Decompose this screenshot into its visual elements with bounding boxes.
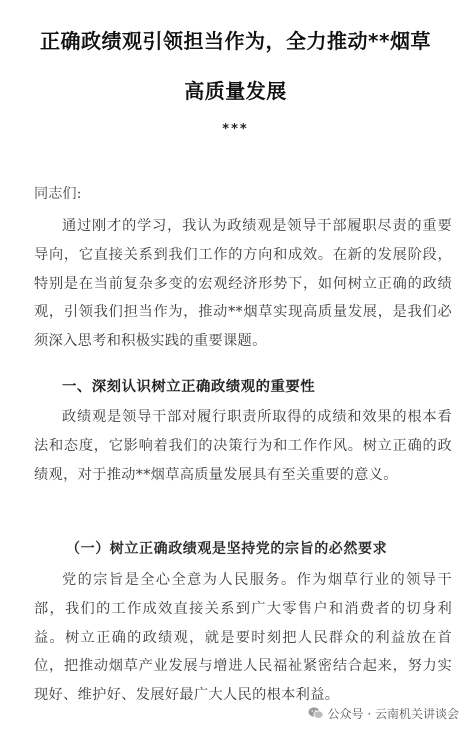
author-name: *** — [222, 122, 249, 137]
subsection-heading-1: （一）树立正确政绩观是坚持党的宗旨的必然要求 — [66, 541, 388, 557]
watermark-text: 公众号 · 云南机关讲谈会 — [327, 706, 459, 721]
paragraph-section-1: 政绩观是领导干部对履行职责所取得的成绩和效果的根本看法和态度，它影响着我们的决策行为和工作作风。树立正确的政绩观，对于推动**烟草高质量发展具有至关重要的意义。 — [34, 409, 452, 483]
greeting: 同志们: — [34, 186, 82, 202]
paragraph-intro: 通过刚才的学习，我认为政绩观是领导干部履职尽责的重要导向，它直接关系到我们工作的方向和成效。在新的发展阶段，特别是在当前复杂多变的宏观经济形势下，如何树立正确的政绩观，引领我们担当作为，推动**烟草实现高质量发展，是我们必须深入思考和积极实践的重要课题。 — [34, 218, 452, 350]
paragraph-subsection-1: 党的宗旨是全心全意为人民服务。作为烟草行业的领导干部，我们的工作成效直接关系到广大零售户和消费者的切身利益。树立正确的政绩观，就是要时刻把人民群众的利益放在首位，把推动烟草产业发展与增进人民福祉紧密结合起来，努力实现好、维护好、发展好最广大人民的根本利益。 — [34, 572, 452, 704]
section-heading-1: 一、深刻认识树立正确政绩观的重要性 — [62, 379, 316, 395]
document-title-line-1: 正确政绩观引领担当作为，全力推动**烟草 — [40, 29, 431, 53]
document-title-line-2: 高质量发展 — [184, 79, 287, 103]
wechat-watermark — [306, 703, 461, 723]
wechat-icon — [308, 706, 324, 720]
